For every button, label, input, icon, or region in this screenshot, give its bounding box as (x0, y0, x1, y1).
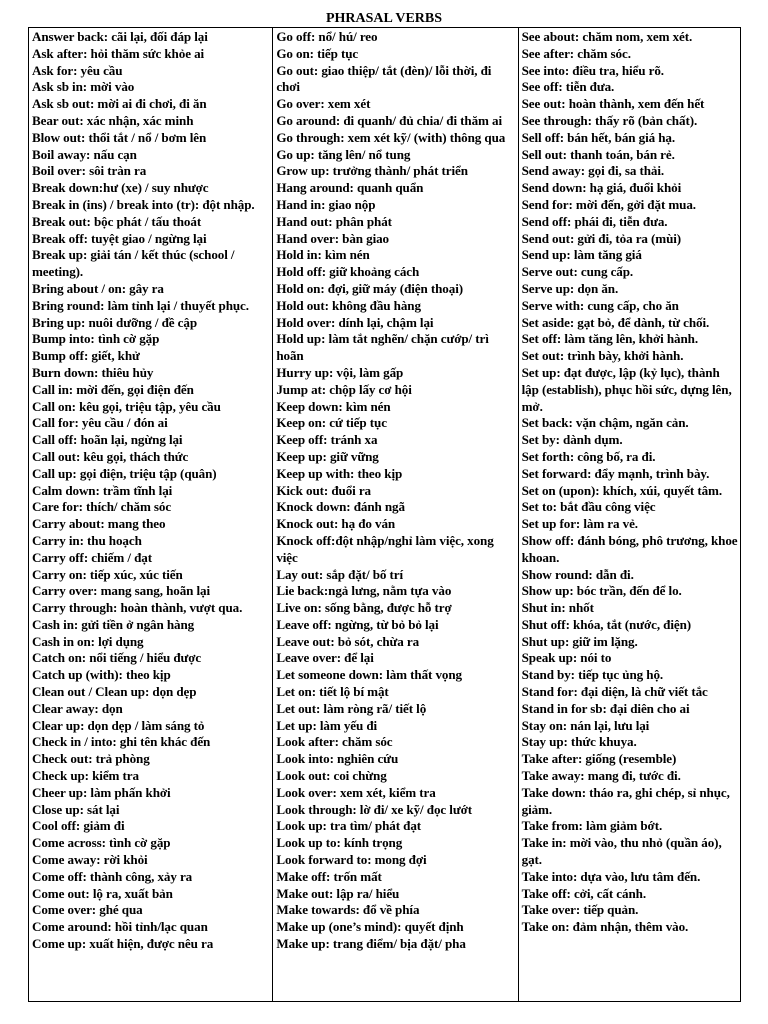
phrasal-verb-entry: Leave over: để lại (276, 650, 374, 666)
phrasal-verb-entry: Serve up: dọn ăn. (521, 280, 619, 296)
phrasal-verb-entry: Take over: tiếp quản. (521, 902, 639, 918)
phrasal-verb-entry: Come across: tình cờ gặp (32, 835, 171, 851)
phrasal-verb-entry: Clean out / Clean up: dọn dẹp (32, 684, 197, 700)
phrasal-verb-entry: Clear up: dọn dẹp / làm sáng tỏ (32, 717, 205, 733)
phrasal-verb-entry: Grow up: trưởng thành/ phát triển (276, 163, 468, 179)
phrasal-verb-entry: Set forth: công bố, ra đi. (521, 448, 656, 464)
phrasal-verb-entry: Speak up: nói to (521, 650, 612, 666)
phrasal-verb-entry: Hold out: không đầu hàng (276, 297, 421, 313)
phrasal-verb-entry: Ask for: yêu cầu (32, 62, 123, 78)
phrasal-verb-entry: Break in (ins) / break into (tr): đột nhập. (32, 196, 255, 212)
phrasal-verb-entry: Check out: trả phòng (32, 751, 150, 767)
phrasal-verb-entry: Send for: mời đến, gởi đặt mua. (521, 196, 696, 212)
phrasal-verb-entry: Bear out: xác nhận, xác minh (32, 112, 194, 128)
phrasal-verb-entry: Show round: dẫn đi. (521, 566, 634, 582)
phrasal-verb-entry: Cheer up: làm phấn khởi (32, 784, 171, 800)
phrasal-verb-entry: Break off: tuyệt giao / ngừng lại (32, 230, 207, 246)
phrasal-verb-entry: Hang around: quanh quẩn (276, 180, 424, 196)
phrasal-verb-entry: Boil away: nấu cạn (32, 146, 137, 162)
phrasal-verb-entry: Care for: thích/ chăm sóc (32, 499, 172, 515)
phrasal-verb-entry: Go up: tăng lên/ nổ tung (276, 146, 411, 162)
phrasal-verb-entry: Set by: dành dụm. (521, 432, 623, 448)
phrasal-verb-entry: Set on (upon): khích, xúi, quyết tâm. (521, 482, 723, 498)
phrasal-verb-entry: Shut up: giữ im lặng. (521, 633, 638, 649)
phrasal-verb-entry: Send off: phái đi, tiễn đưa. (521, 213, 668, 229)
phrasal-verb-entry: Hold off: giữ khoảng cách (276, 264, 420, 280)
phrasal-verb-entry: Go over: xem xét (276, 96, 371, 112)
phrasal-verb-entry: Set up: đạt được, lập (kỷ lục), thành lập (establish), phục hồi sức, dựng lên, mở. (521, 364, 732, 414)
phrasal-verb-entry: Serve with: cung cấp, cho ăn (521, 297, 679, 313)
phrasal-verb-entry: Stay on: nán lại, lưu lại (521, 717, 650, 733)
phrasal-verb-entry: Burn down: thiêu hủy (32, 364, 154, 380)
phrasal-verb-entry: Send up: làm tăng giá (521, 247, 642, 263)
column-1 (29, 28, 272, 1001)
phrasal-verb-entry: Carry in: thu hoạch (32, 532, 142, 548)
phrasal-verb-entry: Look over: xem xét, kiểm tra (276, 784, 436, 800)
phrasal-verb-entry: Hold on: đợi, giữ máy (điện thoại) (276, 280, 463, 296)
phrasal-verb-entry: Show up: bóc trần, đến để lo. (521, 583, 682, 599)
phrasal-verb-entry: Stand by: tiếp tục ủng hộ. (521, 667, 664, 683)
phrasal-verb-entry: Knock out: hạ đo ván (276, 516, 396, 532)
phrasal-verb-entry: Ask after: hỏi thăm sức khỏe ai (32, 45, 205, 61)
phrasal-verb-entry: Come away: rời khỏi (32, 852, 148, 868)
phrasal-verb-entry: Send down: hạ giá, đuổi khỏi (521, 180, 682, 196)
phrasal-verb-entry: Look out: coi chừng (276, 768, 387, 784)
phrasal-verb-entry: Take after: giống (resemble) (521, 751, 677, 767)
phrasal-verb-entry: Knock down: đánh ngã (276, 499, 405, 515)
phrasal-verb-entry: See after: chăm sóc. (521, 45, 631, 61)
phrasal-verb-entry: Bring up: nuôi dưỡng / đề cập (32, 314, 198, 330)
phrasal-verb-entry: Set to: bắt đầu công việc (521, 499, 656, 515)
phrasal-verb-entry: Lie back:ngả lưng, nằm tựa vào (276, 583, 452, 599)
phrasal-verb-entry: Let out: làm ròng rã/ tiết lộ (276, 700, 427, 716)
phrasal-verb-entry: Carry through: hoàn thành, vượt qua. (32, 600, 243, 616)
phrasal-verb-entry: Stay up: thức khuya. (521, 734, 637, 750)
phrasal-verb-entry: Check in / into: ghi tên khác đến (32, 734, 211, 750)
phrasal-verb-entry: Calm down: trầm tĩnh lại (32, 482, 173, 498)
phrasal-verb-entry: Keep up: giữ vững (276, 448, 379, 464)
phrasal-verb-entry: Send out: gửi đi, tỏa ra (mùi) (521, 230, 682, 246)
phrasal-verb-entry: Call in: mời đến, gọi điện đến (32, 381, 194, 397)
phrasal-verb-entry: Go through: xem xét kỹ/ (with) thông qua (276, 129, 506, 145)
phrasal-verb-entry: Keep up with: theo kịp (276, 465, 403, 481)
phrasal-verb-entry: Break out: bộc phát / tấu thoát (32, 213, 202, 229)
phrasal-verb-entry: Jump at: chộp lấy cơ hội (276, 381, 412, 397)
phrasal-verb-entry: Knock off:đột nhập/nghỉ làm việc, xong việc (276, 532, 494, 565)
phrasal-verb-entry: Hand in: giao nộp (276, 196, 376, 212)
phrasal-verb-entry: Make towards: đổ về phía (276, 902, 420, 918)
phrasal-verb-entry: Boil over: sôi tràn ra (32, 163, 147, 179)
phrasal-verb-entry: Come over: ghé qua (32, 902, 143, 918)
phrasal-verb-entry: Make up (one’s mind): quyết định (276, 919, 464, 935)
phrasal-verb-entry: Take down: tháo ra, ghi chép, sỉ nhục, giảm. (521, 784, 730, 817)
phrasal-verb-entry: Set forward: đẩy mạnh, trình bày. (521, 465, 710, 481)
phrasal-verb-entry: Let on: tiết lộ bí mật (276, 684, 389, 700)
phrasal-verbs-table (28, 27, 741, 1002)
phrasal-verb-entry: Set off: làm tăng lên, khởi hành. (521, 331, 698, 347)
phrasal-verb-entry: Let someone down: làm thất vọng (276, 667, 462, 683)
phrasal-verb-entry: Look into: nghiên cứu (276, 751, 399, 767)
phrasal-verb-entry: Bump off: giết, khử (32, 348, 140, 364)
phrasal-verb-entry: Carry on: tiếp xúc, xúc tiến (32, 566, 183, 582)
phrasal-verb-entry: Come up: xuất hiện, được nêu ra (32, 936, 214, 952)
phrasal-verb-entry: Close up: sát lại (32, 801, 120, 817)
phrasal-verb-entry: Leave off: ngừng, từ bỏ bỏ lại (276, 616, 439, 632)
phrasal-verb-entry: Hold over: dính lại, chậm lại (276, 314, 434, 330)
phrasal-verb-entry: Hand out: phân phát (276, 213, 392, 229)
phrasal-verb-entry: Show off: đánh bóng, phô trương, khoe khoan. (521, 532, 738, 565)
phrasal-verb-entry: Carry about: mang theo (32, 516, 166, 532)
phrasal-verb-entry: Take off: cởi, cất cánh. (521, 885, 647, 901)
phrasal-verb-entry: Look up to: kính trọng (276, 835, 403, 851)
phrasal-verb-entry: Take away: mang đi, tước đi. (521, 768, 681, 784)
phrasal-verb-entry: Keep down: kìm nén (276, 398, 391, 414)
phrasal-verb-entry: Break up: giải tán / kết thúc (school / meeting). (32, 247, 235, 280)
phrasal-verb-entry: Kick out: đuổi ra (276, 482, 372, 498)
phrasal-verb-entry: Answer back: cãi lại, đối đáp lại (32, 29, 208, 44)
phrasal-verb-entry: Keep on: cứ tiếp tục (276, 415, 387, 431)
phrasal-verb-entry: Send away: gọi đi, sa thải. (521, 163, 665, 179)
phrasal-verb-entry: Hurry up: vội, làm gấp (276, 364, 404, 380)
phrasal-verb-entry: Catch up (with): theo kịp (32, 667, 171, 683)
phrasal-verb-entry: Hand over: bàn giao (276, 230, 389, 246)
phrasal-verb-entry: Hold up: làm tắt nghẽn/ chặn cướp/ trì hoãn (276, 331, 489, 364)
phrasal-verb-entry: Break down:hư (xe) / suy nhược (32, 180, 209, 196)
phrasal-verb-entry: Go on: tiếp tục (276, 45, 359, 61)
column-3 (518, 28, 740, 1001)
phrasal-verb-entry: Clear away: dọn (32, 700, 123, 716)
phrasal-verb-entry: Look up: tra tìm/ phát đạt (276, 818, 422, 834)
phrasal-verb-entry: Take into: dựa vào, lưu tâm đến. (521, 868, 701, 884)
phrasal-verb-entry: Check up: kiểm tra (32, 768, 139, 784)
phrasal-verb-entry: See into: điều tra, hiểu rõ. (521, 62, 664, 78)
phrasal-verb-entry: Look forward to: mong đợi (276, 852, 427, 868)
phrasal-verb-entry: Set out: trình bày, khởi hành. (521, 348, 684, 364)
phrasal-verb-entry: Go out: giao thiệp/ tắt (đèn)/ lỗi thời, đi chơi (276, 62, 492, 95)
phrasal-verb-entry: Bump into: tình cờ gặp (32, 331, 160, 347)
phrasal-verb-entry: Lay out: sắp đặt/ bố trí (276, 566, 404, 582)
phrasal-verb-entry: Call up: gọi điện, triệu tập (quân) (32, 465, 217, 481)
phrasal-verb-entry: Blow out: thổi tắt / nổ / bơm lên (32, 129, 207, 145)
phrasal-verb-entry: Make up: trang điểm/ bịa đặt/ pha (276, 936, 466, 952)
phrasal-verb-entry: Take from: làm giảm bớt. (521, 818, 663, 834)
phrasal-verb-entry: See about: chăm nom, xem xét. (521, 29, 693, 44)
phrasal-verb-entry: Sell off: bán hết, bán giá hạ. (521, 129, 676, 145)
phrasal-verb-entry: Cash in: gửi tiền ở ngân hàng (32, 616, 195, 632)
phrasal-verb-entry: Let up: làm yếu đi (276, 717, 378, 733)
phrasal-verb-entry: Cash in on: lợi dụng (32, 633, 144, 649)
phrasal-verb-entry: Ask sb in: mời vào (32, 79, 135, 95)
phrasal-verb-entry: Carry over: mang sang, hoãn lại (32, 583, 211, 599)
column-2 (272, 28, 517, 1001)
phrasal-verb-entry: Shut off: khóa, tắt (nước, điện) (521, 616, 692, 632)
phrasal-verb-entry: Come out: lộ ra, xuất bản (32, 885, 173, 901)
phrasal-verb-entry: See through: thấy rõ (bản chất). (521, 112, 698, 128)
phrasal-verb-entry: Sell out: thanh toán, bán rẻ. (521, 146, 675, 162)
phrasal-verb-entry: See off: tiễn đưa. (521, 79, 615, 95)
phrasal-verb-entry: Make off: trốn mất (276, 868, 382, 884)
phrasal-verb-entry: Look after: chăm sóc (276, 734, 393, 750)
phrasal-verb-entry: Shut in: nhốt (521, 600, 594, 616)
phrasal-verb-entry: Catch on: nổi tiếng / hiểu được (32, 650, 202, 666)
phrasal-verb-entry: Set aside: gạt bỏ, để dành, từ chối. (521, 314, 710, 330)
phrasal-verb-entry: Go off: nổ/ hú/ reo (276, 29, 378, 44)
phrasal-verb-entry: Set up for: làm ra vẻ. (521, 516, 638, 532)
phrasal-verb-entry: Live on: sống bằng, được hỗ trợ (276, 600, 452, 616)
phrasal-verb-entry: Keep off: tránh xa (276, 432, 378, 448)
phrasal-verb-entry: Take in: mời vào, thu nhỏ (quần áo), gạt. (521, 835, 722, 868)
phrasal-verb-entry: Make out: lập ra/ hiểu (276, 885, 400, 901)
phrasal-verb-entry: Bring round: làm tỉnh lại / thuyết phục. (32, 297, 249, 313)
phrasal-verb-entry: Go around: đi quanh/ đủ chia/ đi thăm ai (276, 112, 503, 128)
phrasal-verb-entry: Ask sb out: mời ai đi chơi, đi ăn (32, 96, 207, 112)
phrasal-verb-entry: Call off: hoãn lại, ngừng lại (32, 432, 183, 448)
phrasal-verb-entry: Stand in for sb: đại diên cho ai (521, 700, 690, 716)
phrasal-verb-entry: Hold in: kìm nén (276, 247, 370, 263)
phrasal-verb-entry: See out: hoàn thành, xem đến hết (521, 96, 705, 112)
phrasal-verb-entry: Stand for: đại diện, là chữ viết tắc (521, 684, 708, 700)
page-title: PHRASAL VERBS (325, 11, 443, 26)
phrasal-verb-entry: Cool off: giảm đi (32, 818, 125, 834)
phrasal-verb-entry: Look through: lờ đi/ xe kỹ/ đọc lướt (276, 801, 472, 817)
phrasal-verb-entry: Call on: kêu gọi, triệu tập, yêu cầu (32, 398, 221, 414)
phrasal-verb-entry: Call for: yêu cầu / đón ai (32, 415, 168, 431)
phrasal-verb-entry: Come around: hồi tỉnh/lạc quan (32, 919, 208, 935)
phrasal-verb-entry: Carry off: chiếm / đạt (32, 549, 152, 565)
phrasal-verb-entry: Take on: đảm nhận, thêm vào. (521, 919, 689, 935)
phrasal-verb-entry: Serve out: cung cấp. (521, 264, 634, 280)
phrasal-verb-entry: Come off: thành công, xảy ra (32, 868, 193, 884)
phrasal-verb-entry: Leave out: bỏ sót, chừa ra (276, 633, 420, 649)
phrasal-verb-entry: Set back: vặn chậm, ngăn cản. (521, 415, 689, 431)
phrasal-verb-entry: Call out: kêu gọi, thách thức (32, 448, 189, 464)
phrasal-verb-entry: Bring about / on: gây ra (32, 280, 164, 296)
